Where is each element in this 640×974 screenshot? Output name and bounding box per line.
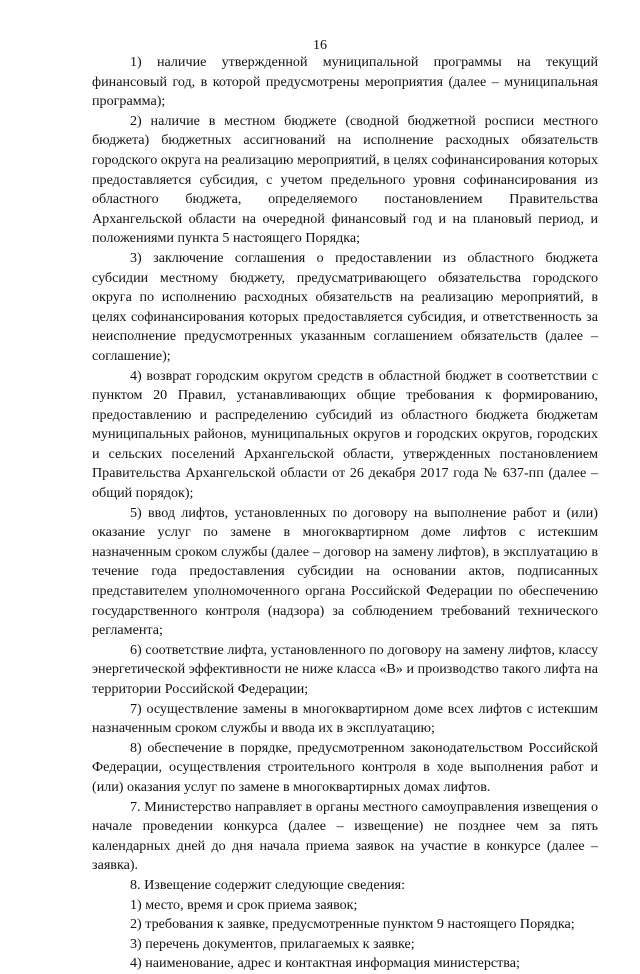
paragraph-notice-item-3: 3) перечень документов, прилагаемых к заявке; bbox=[130, 935, 415, 952]
page-number: 16 bbox=[313, 38, 327, 53]
paragraph-clause-8: 8. Извещение содержит следующие сведения: bbox=[130, 876, 406, 893]
paragraph-condition-4: 4) возврат городским округом средств в областной бюджет в соответствии с пунктом 20 Правил, устанавливающих общие требования к формированию, предоставлению и распределению субсидий из областного бюджета бюджетам муниципальных районов, муниципальных округов и городских округов, городских и сельских поселений Архангельской области, утвержденных постановлением Правительства Архангельской области от 26 декабря 2017 года № 637-пп (далее – общий порядок); bbox=[92, 367, 598, 502]
paragraph-notice-item-2: 2) требования к заявке, предусмотренные пунктом 9 настоящего Порядка; bbox=[130, 916, 575, 933]
paragraph-condition-3: 3) заключение соглашения о предоставлении из областного бюджета субсидии местному бюджету, предусматривающего обязательства городского округа по исполнению расходных обязательств на реализацию мероприятий, в целях софинансирования которых предоставляется субсидия, и ответственность за неисполнение предусмотренных указанным соглашением обязательств (далее – соглашение); bbox=[92, 249, 598, 364]
paragraph-condition-7: 7) осуществление замены в многоквартирном доме всех лифтов с истекшим назначенным сроком службы и ввода их в эксплуатацию; bbox=[92, 700, 598, 737]
paragraph-condition-6: 6) соответствие лифта, установленного по договору на замену лифтов, классу энергетической эффективности не ниже класса «B» и производство такого лифта на территории Российской Федерации; bbox=[92, 641, 598, 697]
paragraph-clause-7: 7. Министерство направляет в органы местного самоуправления извещения о начале проведении конкурса (далее – извещение) не позднее чем за пять календарных дней до дня начала приема заявок на участие в конкурсе (далее – заявка). bbox=[92, 798, 598, 874]
document-body bbox=[92, 53, 598, 974]
paragraph-condition-1: 1) наличие утвержденной муниципальной программы на текущий финансовый год, в которой предусмотрены мероприятия (далее – муниципальная программа); bbox=[92, 54, 598, 110]
paragraph-condition-8: 8) обеспечение в порядке, предусмотренном законодательством Российской Федерации, осуществления строительного контроля в ходе выполнения работ и (или) оказания услуг по замене в многоквартирных домах лифтов. bbox=[92, 739, 598, 795]
paragraph-condition-2: 2) наличие в местном бюджете (сводной бюджетной росписи местного бюджета) бюджетных ассигнований на исполнение расходных обязательств городского округа на реализацию мероприятий, в целях софинансирования которых предоставляется субсидия, с учетом предельного уровня софинансирования из областного бюджета, определяемого постановлением Правительства Архангельской области на очередной финансовый год и на плановый период, и положениями пункта 5 настоящего Порядка; bbox=[92, 112, 598, 247]
paragraph-notice-item-4: 4) наименование, адрес и контактная информация министерства; bbox=[130, 955, 520, 972]
paragraph-condition-5: 5) ввод лифтов, установленных по договору на выполнение работ и (или) оказание услуг по замене в многоквартирном доме лифтов с истекшим назначенным сроком службы (далее – договор на замену лифтов), в эксплуатацию в течение года предоставления субсидии на основании актов, подписанных представителем уполномоченного органа Российской Федерации по обеспечению государственного контроля (надзора) за соблюдением требований технического регламента; bbox=[92, 504, 598, 639]
paragraph-notice-item-1: 1) место, время и срок приема заявок; bbox=[130, 896, 358, 913]
